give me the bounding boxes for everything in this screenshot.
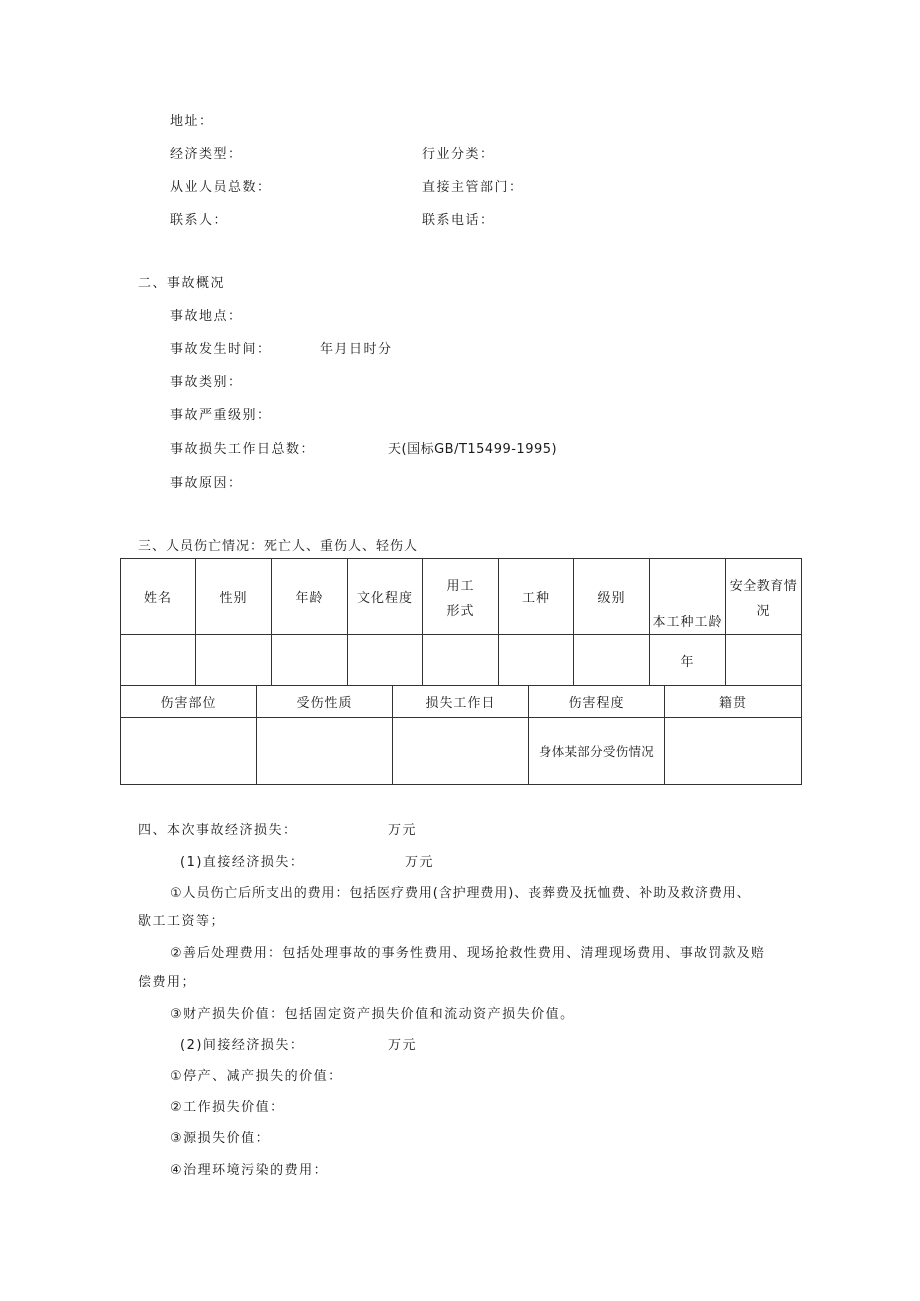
lost-days-unit: 天(国标GB/T15499-1995) (388, 442, 558, 457)
supervisor-dept-label: 直接主管部门： (422, 180, 524, 195)
cell-name[interactable] (121, 635, 196, 686)
header-name: 姓名 (121, 559, 196, 635)
casualty-table-injury (120, 685, 802, 785)
casualties-heading: 三、人员伤亡情况：死亡人、重伤人、轻伤人 (138, 539, 419, 554)
direct-loss-label: (1)直接经济损失： (180, 855, 305, 870)
economic-type-label: 经济类型： (170, 147, 243, 162)
indirect-loss-label: (2)间接经济损失： (180, 1038, 305, 1053)
header-native-place: 籍贯 (665, 686, 802, 718)
cell-lost-workdays[interactable] (393, 718, 529, 785)
cell-level[interactable] (574, 635, 650, 686)
cell-injury-nature[interactable] (257, 718, 393, 785)
indirect-item-1: ①停产、减产损失的价值： (170, 1069, 343, 1084)
header-employment-form: 用工 形式 (423, 559, 499, 635)
header-injury-degree: 伤害程度 (529, 686, 665, 718)
accident-overview-heading: 二、事故概况 (138, 276, 226, 291)
address-label: 地址： (170, 114, 214, 129)
indirect-loss-unit: 万元 (388, 1038, 418, 1053)
cell-job-type[interactable] (499, 635, 574, 686)
cell-safety-education[interactable] (726, 635, 802, 686)
cell-seniority[interactable]: 年 (650, 635, 726, 686)
accident-time-label: 事故发生时间： (170, 342, 272, 357)
cell-education[interactable] (348, 635, 423, 686)
cell-injury-part[interactable] (121, 718, 257, 785)
accident-location-label: 事故地点： (170, 309, 243, 324)
accident-severity-label: 事故严重级别： (170, 408, 272, 423)
header-injury-part: 伤害部位 (121, 686, 257, 718)
header-age: 年龄 (272, 559, 348, 635)
casualty-table-personal (120, 558, 802, 686)
direct-item-2-cont: 偿费用； (138, 975, 197, 990)
cell-native-place[interactable] (665, 718, 802, 785)
industry-class-label: 行业分类： (422, 147, 495, 162)
header-gender: 性别 (196, 559, 272, 635)
direct-item-1: ①人员伤亡后所支出的费用：包括医疗费用(含护理费用)、丧葬费及抚恤费、补助及救济费用、 (170, 886, 751, 901)
header-seniority: 本工种工龄 (650, 559, 726, 635)
header-level: 级别 (574, 559, 650, 635)
cell-gender[interactable] (196, 635, 272, 686)
direct-loss-unit: 万元 (405, 855, 435, 870)
economic-loss-heading: 四、本次事故经济损失： (138, 823, 298, 838)
indirect-item-3: ③源损失价值： (170, 1131, 271, 1146)
direct-item-1-cont: 歇工工资等； (138, 914, 226, 929)
header-injury-nature: 受伤性质 (257, 686, 393, 718)
header-education: 文化程度 (348, 559, 423, 635)
header-lost-workdays: 损失工作日 (393, 686, 529, 718)
accident-time-units: 年月日时分 (320, 342, 393, 357)
header-safety-education: 安全教育情 况 (726, 559, 802, 635)
cell-age[interactable] (272, 635, 348, 686)
accident-cause-label: 事故原因： (170, 476, 243, 491)
accident-category-label: 事故类别： (170, 375, 243, 390)
indirect-item-4: ④治理环境污染的费用： (170, 1163, 329, 1178)
header-job-type: 工种 (499, 559, 574, 635)
economic-loss-unit: 万元 (388, 823, 418, 838)
cell-injury-degree[interactable]: 身体某部分受伤情况 (529, 718, 665, 785)
direct-item-3: ③财产损失价值：包括固定资产损失价值和流动资产损失价值。 (170, 1007, 575, 1022)
cell-employment-form[interactable] (423, 635, 499, 686)
total-staff-label: 从业人员总数： (170, 180, 272, 195)
contact-phone-label: 联系电话： (422, 213, 495, 228)
lost-days-label: 事故损失工作日总数： (170, 442, 316, 457)
contact-person-label: 联系人： (170, 213, 229, 228)
indirect-item-2: ②工作损失价值： (170, 1100, 285, 1115)
direct-item-2: ②善后处理费用：包括处理事故的事务性费用、现场抢救性费用、清理现场费用、事故罚款及赔 (170, 946, 766, 961)
